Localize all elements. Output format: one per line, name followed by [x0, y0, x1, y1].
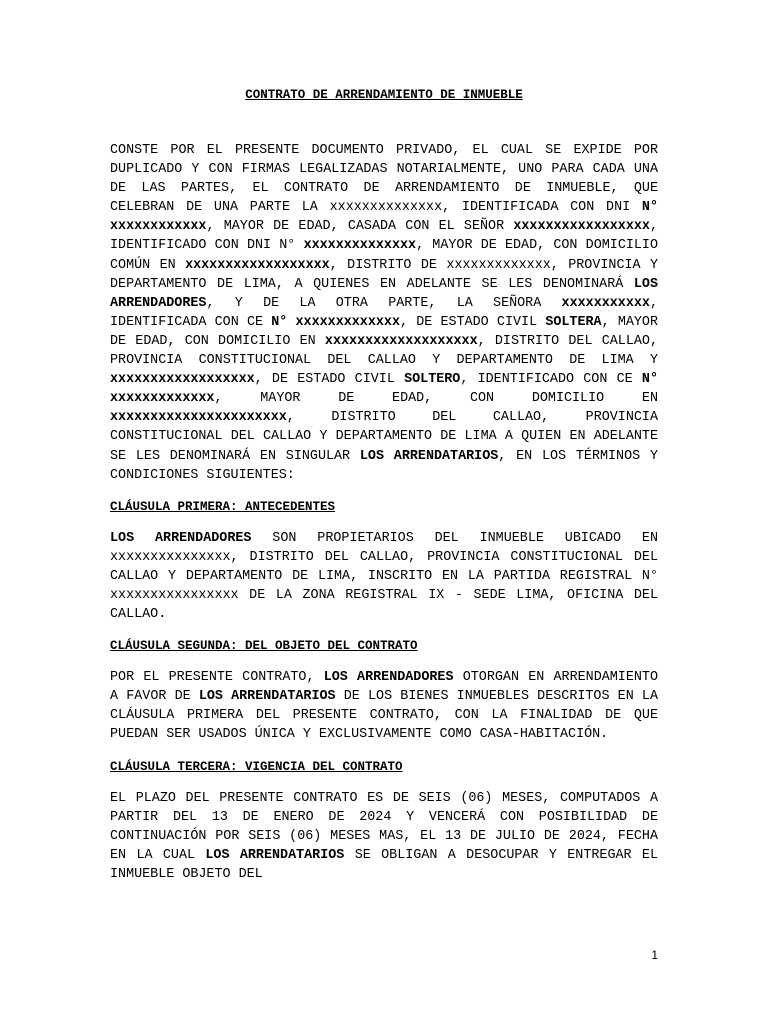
- text-run: , DISTRITO DEL CALLAO, PROVINCIA CONSTITUCIONAL DEL CALLAO Y DEPARTAMENTO DE LIMA Y: [110, 333, 658, 369]
- text-run: DE LOS BIENES INMUEBLES DESCRITOS EN LA CLÁUSULA PRIMERA DEL PRESENTE CONTRATO, CON LA FINALIDAD DE QUE PUEDAN SER USADOS ÚNICA Y EXCLUSIVAMENTE COMO CASA-HABITACIÓN.: [110, 689, 658, 743]
- text-run: , IDENTIFICADA CON CE: [110, 295, 658, 330]
- text-run: , MAYOR DE EDAD, CON DOMICILIO COMÚN EN: [110, 238, 659, 273]
- bold-text-run: LOS ARRENDATARIOS: [359, 448, 499, 464]
- text-run: CONSTE POR EL PRESENTE DOCUMENTO PRIVADO, EL CUAL SE EXPIDE POR DUPLICADO Y CON FIRMAS LEGALIZADAS NOTARIALMENTE, UNO PARA CADA UNA DE LAS PARTES, EL CONTRATO DE ARRENDAMIENTO DE INMUEBLE, QUE CELEBRAN DE UNA PARTE LA xxxxxxxxxxxxxx, IDENTIFICADA CON DNI: [110, 143, 658, 216]
- text-run: , DE ESTADO CIVIL: [254, 372, 405, 388]
- bold-text-run: xxxxxxxxxxxxxxxxxx: [185, 257, 330, 273]
- page-number: 1: [651, 948, 658, 962]
- clause-3-heading: CLÁUSULA TERCERA: VIGENCIA DEL CONTRATO: [110, 759, 403, 774]
- bold-text-run: xxxxxxxxxxxxxxxxx: [513, 219, 650, 235]
- text-run: , DISTRITO DE xxxxxxxxxxxxx, PROVINCIA Y DEPARTAMENTO DE LIMA, A QUIENES EN ADELANTE SE LES DENOMINARÁ: [110, 257, 658, 292]
- clause-1-body: [110, 529, 658, 624]
- text-run: , DE ESTADO CIVIL: [399, 314, 546, 330]
- clause-2-heading: CLÁUSULA SEGUNDA: DEL OBJETO DEL CONTRATO: [110, 639, 418, 654]
- bold-text-run: N° xxxxxxxxxxxx: [110, 200, 658, 235]
- clause-1-heading: CLÁUSULA PRIMERA: ANTECEDENTES: [110, 499, 336, 514]
- bold-text-run: xxxxxxxxxxxxxxxxxxx: [324, 333, 478, 349]
- bold-text-run: SOLTERA: [545, 314, 602, 330]
- clause-3-body: [110, 789, 658, 884]
- text-run: OTORGAN EN ARRENDAMIENTO A FAVOR DE: [110, 670, 658, 705]
- bold-text-run: LOS ARRENDATARIOS: [198, 689, 336, 705]
- text-run: SE OBLIGAN A DESOCUPAR Y ENTREGAR EL INMUEBLE OBJETO DEL: [110, 847, 658, 882]
- document-page: [110, 86, 658, 897]
- bold-text-run: xxxxxxxxxxxxxxxxxx: [110, 372, 255, 388]
- bold-text-run: LOS ARRENDADORES: [110, 276, 658, 311]
- text-run: , DISTRITO DEL CALLAO, PROVINCIA CONSTITUCIONAL DEL CALLAO Y DEPARTAMENTO DE LIMA A QUIEN EN ADELANTE SE LES DENOMINARÁ EN SINGULAR: [110, 410, 658, 464]
- text-run: , MAYOR DE EDAD, CON DOMICILIO EN: [110, 314, 658, 349]
- document-title: CONTRATO DE ARRENDAMIENTO DE INMUEBLE: [245, 88, 523, 102]
- text-run: EL PLAZO DEL PRESENTE CONTRATO ES DE SEIS (06) MESES, COMPUTADOS A PARTIR DEL 13 DE ENERO DE 2024 Y VENCERÁ CON POSIBILIDAD DE CONTINUACIÓN POR SEIS (06) MESES MAS, EL 13 DE JULIO DE 2024, FECHA EN LA CUAL: [110, 790, 658, 863]
- intro-paragraph: [110, 141, 658, 485]
- bold-text-run: N° xxxxxxxxxxxxx: [271, 314, 400, 330]
- bold-text-run: N° xxxxxxxxxxxxx: [110, 372, 658, 407]
- bold-text-run: xxxxxxxxxxxxxx: [303, 238, 417, 254]
- bold-text-run: SOLTERO: [404, 372, 461, 388]
- bold-text-run: LOS ARRENDADORES: [323, 670, 454, 686]
- text-run: , MAYOR DE EDAD, CASADA CON EL SEÑOR: [206, 219, 514, 235]
- bold-text-run: LOS ARRENDADORES: [110, 530, 252, 546]
- text-run: , Y DE LA OTRA PARTE, LA SEÑORA: [206, 295, 562, 311]
- text-run: , IDENTIFICADO CON CE: [460, 372, 642, 388]
- text-run: , IDENTIFICADO CON DNI N°: [110, 219, 658, 254]
- bold-text-run: xxxxxxxxxxxxxxxxxxxxxx: [110, 410, 287, 426]
- text-run: , MAYOR DE EDAD, CON DOMICILIO EN: [214, 391, 658, 407]
- text-run: POR EL PRESENTE CONTRATO,: [110, 670, 324, 686]
- text-run: SON PROPIETARIOS DEL INMUEBLE UBICADO EN xxxxxxxxxxxxxxx, DISTRITO DEL CALLAO, PROVINCIA CONSTITUCIONAL DEL CALLAO Y DEPARTAMENTO DE LIMA, INSCRITO EN LA PARTIDA REGISTRAL N° xxxxxxxxxxxxxxxx DE LA ZONA REGISTRAL IX - SEDE LIMA, OFICINA DEL CALLAO.: [110, 530, 658, 623]
- text-run: , EN LOS TÉRMINOS Y CONDICIONES SIGUIENTES:: [110, 448, 658, 483]
- bold-text-run: LOS ARRENDATARIOS: [205, 847, 345, 863]
- bold-text-run: xxxxxxxxxxx: [561, 295, 650, 311]
- clause-2-body: [110, 668, 658, 744]
